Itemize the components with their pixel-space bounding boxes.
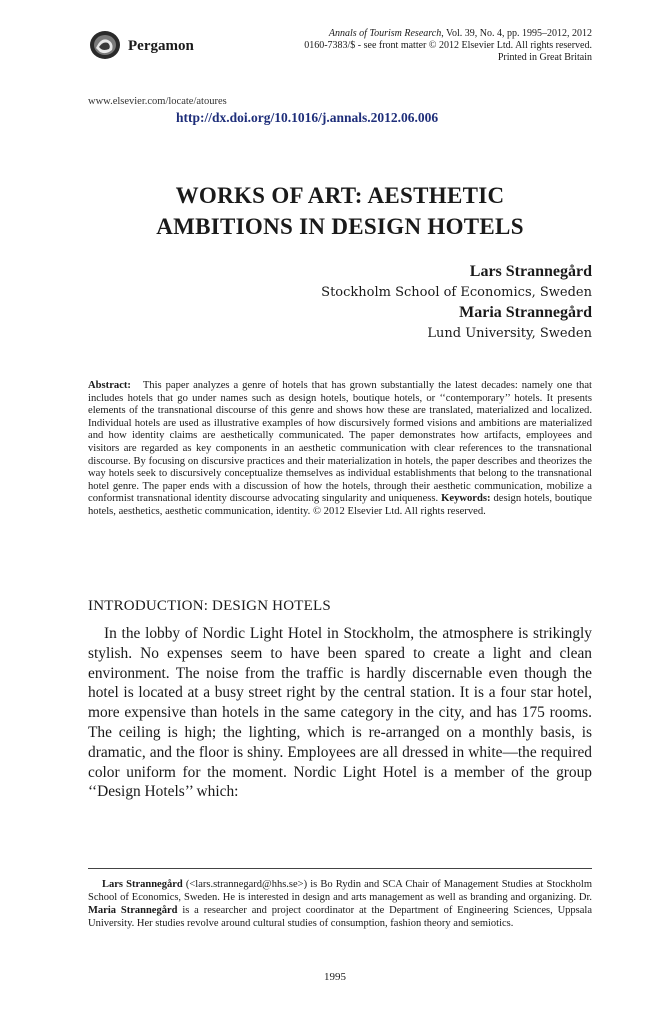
- article-title: [88, 180, 592, 242]
- body-paragraph: In the lobby of Nordic Light Hotel in Stockholm, the atmosphere is strikingly stylish. No expenses seem to have been spared to create a light and clean environment. The noise from the traffic is hardly discernable even though the hotel is located at a busy street right by the central station. It is a four star hotel, more expensive than hotels in the same category in the city, and has 175 rooms. The ceiling is high; the lighting, which is re-arranged on a monthly basis, is dramatic, and the floor is shiny. Employees are all dressed in white—the required color uniform for the moment. Nordic Light Hotel is a member of the group ‘‘Design Hotels’’ which:: [88, 625, 592, 801]
- abstract-label: Abstract:: [88, 380, 131, 391]
- footnote-divider: [88, 868, 592, 869]
- footnote-text-2: is a researcher and project coordinator at the Department of Engineering Sciences, Uppsala University. Her studies revolve around cultural studies of consumption, fashion theory and semiotics.: [88, 905, 592, 929]
- copyright-line: 0160-7383/$ - see front matter © 2012 Elsevier Ltd. All rights reserved.: [304, 40, 592, 51]
- author-affiliation-2: Lund University, Sweden: [427, 326, 592, 341]
- journal-name: Annals of Tourism Research: [328, 28, 442, 39]
- author-name-1: Lars Strannegård: [469, 263, 592, 280]
- abstract-text: This paper analyzes a genre of hotels that has grown substantially the latest decades: namely one that includes hotels that go under names such as design hotels, boutique hotels, or ‘‘contemporary’’ hotels. It presents elements of the transnational discourse of this genre and shows how these are translated, materialized and localized. Individual hotels are used as illustrative examples of how discursively formed visions and ambitions are materialized and how identity claims are aesthetically communicated. The paper demonstrates how artifacts, employees and visitors are regarded as key components in an aesthetic communication with clear references to the transnational discourse. By focusing on discursive practices and their materialization in hotels, the paper describes and theorizes the way hotels seek to discursively conceptualize themselves as individual establishments that belong to the transnational hotel genre. The paper ends with a discussion of how the hotels, through their aesthetic communication, mobilize a conformist transnational identity discourse advocating singularity and uniqueness.: [88, 380, 592, 505]
- author-name-2: Maria Strannegård: [459, 304, 592, 321]
- printed-line: Printed in Great Britain: [497, 52, 592, 63]
- doi-link[interactable]: http://dx.doi.org/10.1016/j.annals.2012.06.006: [176, 110, 439, 125]
- title-line-2: AMBITIONS IN DESIGN HOTELS: [156, 214, 524, 239]
- keywords-label: Keywords:: [441, 493, 491, 505]
- section-heading: INTRODUCTION: DESIGN HOTELS: [88, 598, 331, 614]
- abstract-copyright: © 2012 Elsevier Ltd. All rights reserved.: [312, 505, 486, 517]
- journal-site-link[interactable]: www.elsevier.com/locate/atoures: [88, 96, 227, 107]
- author-footnote: [88, 878, 592, 930]
- footnote-author-2: Maria Strannegård: [88, 905, 178, 916]
- author-block: [172, 262, 592, 344]
- journal-citation: , Vol. 39, No. 4, pp. 1995–2012, 2012: [441, 28, 592, 39]
- keywords-list: design hotels, boutique hotels, aesthetics, aesthetic communication, identity.: [88, 493, 592, 517]
- pergamon-logo-icon: [88, 28, 124, 62]
- publisher-logo-label: Pergamon: [128, 38, 194, 54]
- page-number: 1995: [324, 971, 346, 983]
- journal-header: [88, 28, 592, 88]
- footnote-author-1: Lars Strannegård: [102, 879, 183, 890]
- author-affiliation-1: Stockholm School of Economics, Sweden: [321, 285, 592, 300]
- abstract: [88, 380, 592, 519]
- journal-citation-block: [304, 28, 592, 64]
- footnote-text-1: (<lars.strannegard@hhs.se>) is Bo Rydin and SCA Chair of Management Studies at Stockholm School of Economics, Sweden. He is interested in design and arts management as well as branding and organizing. Dr.: [88, 879, 592, 903]
- title-line-1: WORKS OF ART: AESTHETIC: [175, 183, 505, 208]
